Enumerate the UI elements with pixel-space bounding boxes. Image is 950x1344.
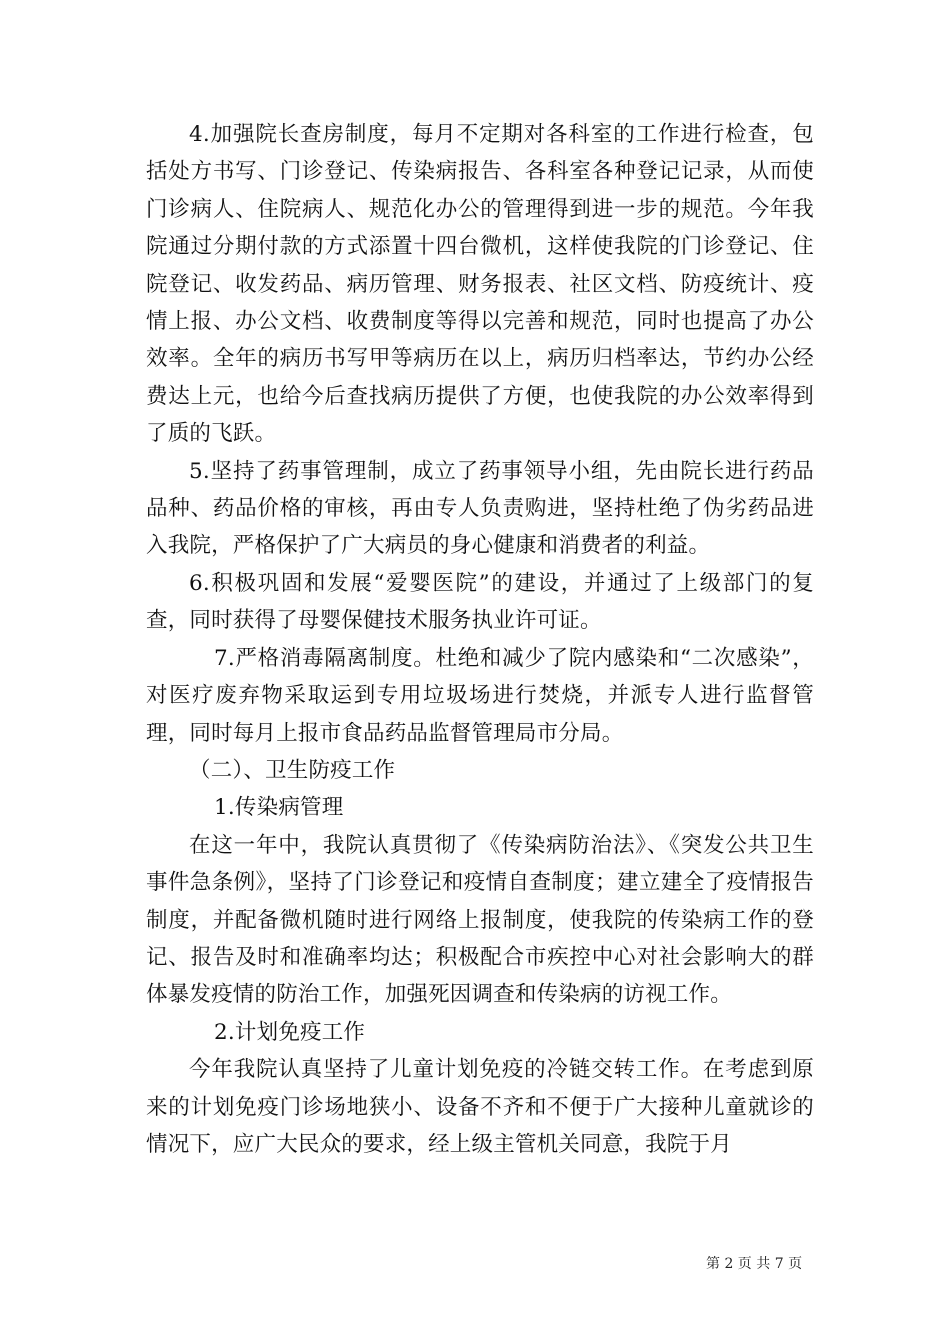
section-heading-hygiene-epidemic: （二）、卫生防疫工作 <box>189 757 396 783</box>
subheading-immunization: 2.计划免疫工作 <box>214 1019 366 1045</box>
page-number-footer: 第 2 页 共 7 页 <box>706 1256 803 1272</box>
paragraph-infectious-disease: 在这一年中，我院认真贯彻了《传染病防治法》、《突发公共卫生事件急条例》，坚持了门诊登记和疫情自查制度；建立建全了疫情报告制度，并配备微机随时进行网络上报制度，使我院的传染病工作的登记、报告及时和准确率均达；积极配合市疾控中心对社会影响大的群体暴发疫情的防治工作，加强死因调查和传染病的访视工作。 <box>146 832 814 1008</box>
paragraph-item-4: 4.加强院长查房制度，每月不定期对各科室的工作进行检查，包括处方书写、门诊登记、传染病报告、各科室各种登记记录，从而使门诊病人、住院病人、规范化办公的管理得到进一步的规范。今年我院通过分期付款的方式添置十四台微机，这样使我院的门诊登记、住院登记、收发药品、病历管理、财务报表、社区文档、防疫统计、疫情上报、办公文档、收费制度等得以完善和规范，同时也提高了办公效率。全年的病历书写甲等病历在以上，病历归档率达，节约办公经费达上元，也给今后查找病历提供了方便，也使我院的办公效率得到了质的飞跃。 <box>146 122 814 447</box>
paragraph-immunization: 今年我院认真坚持了儿童计划免疫的冷链交转工作。在考虑到原来的计划免疫门诊场地狭小、设备不齐和不便于广大接种儿童就诊的情况下，应广大民众的要求，经上级主管机关同意，我院于月 <box>146 1057 814 1157</box>
paragraph-item-6: 6.积极巩固和发展“爱婴医院”的建设，并通过了上级部门的复查，同时获得了母婴保健技术服务执业许可证。 <box>146 570 814 634</box>
paragraph-item-7: 7.严格消毒隔离制度。杜绝和减少了院内感染和“二次感染”，对医疗废弃物采取运到专用垃圾场进行焚烧，并派专人进行监督管理，同时每月上报市食品药品监督管理局市分局。 <box>146 645 814 746</box>
paragraph-item-5: 5.坚持了药事管理制，成立了药事领导小组，先由院长进行药品品种、药品价格的审核，再由专人负责购进，坚持杜绝了伪劣药品进入我院，严格保护了广大病员的身心健康和消费者的利益。 <box>146 458 814 559</box>
subheading-infectious-disease: 1.传染病管理 <box>214 795 344 821</box>
document-body <box>146 116 814 1163</box>
